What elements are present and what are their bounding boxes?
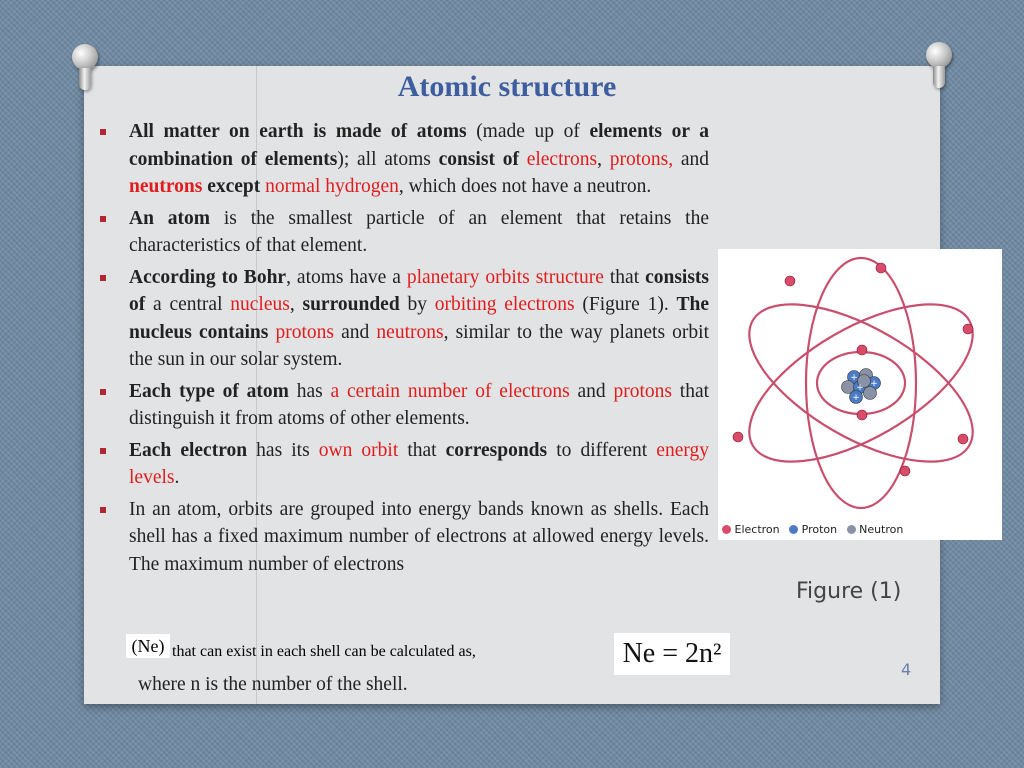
bullet-5-segment-4: that xyxy=(398,439,446,461)
bullet-item-4 xyxy=(97,378,709,433)
bullet-1-segment-11: and xyxy=(673,148,710,170)
bullet-5-segment-2: has its xyxy=(247,439,319,461)
bullet-5-segment-5: corresponds xyxy=(445,439,548,461)
bullet-3-segment-4: that xyxy=(603,266,646,288)
atom-figure xyxy=(718,249,1002,540)
bullet-3-segment-3: planetary orbits structure xyxy=(406,266,604,288)
bullet-1-segment-4: or a combination of elements xyxy=(129,121,710,170)
svg-text:+: + xyxy=(870,379,878,389)
bullet-1-segment-2: (made up of xyxy=(466,121,590,142)
bohr-atom-diagram xyxy=(718,249,1002,519)
figure-caption: Figure (1) xyxy=(796,579,902,604)
bullet-4-segment-4: and xyxy=(569,380,614,402)
bullet-1-segment-10: protons, xyxy=(609,148,674,170)
bullet-list xyxy=(97,118,709,582)
legend-electron-label: Electron xyxy=(734,523,780,536)
pushpin-right-icon xyxy=(926,42,952,68)
bullet-3-segment-9: surrounded xyxy=(302,294,400,315)
bullet-item-3 xyxy=(97,264,709,374)
bullet-3-segment-12: (Figure 1). xyxy=(574,294,677,315)
bullet-5-segment-3: own orbit xyxy=(318,439,399,461)
svg-text:+: + xyxy=(850,373,858,383)
bullet-3-segment-6: a central xyxy=(145,294,231,315)
bullet-4-segment-1: Each type of atom xyxy=(129,380,289,402)
bullet-item-6 xyxy=(97,496,709,579)
bullet-3-segment-2: , atoms have a xyxy=(286,266,407,288)
bullet-1-segment-12: neutrons xyxy=(129,176,203,197)
svg-text:+: + xyxy=(852,393,860,403)
bullet-3-segment-5: consists of xyxy=(129,266,710,315)
bullet-1-segment-8: electrons xyxy=(526,148,598,170)
page-number: 4 xyxy=(901,660,912,679)
bullet-5-segment-7: energy levels xyxy=(129,439,709,488)
bullet-1-segment-1: All matter on earth is made of atoms xyxy=(129,121,467,142)
bullet-1-segment-7 xyxy=(519,149,527,170)
bullet-3-segment-10: by xyxy=(399,294,435,315)
bullet-5-segment-1: Each electron xyxy=(129,439,248,461)
bullet-1-segment-9: , xyxy=(597,148,610,170)
neutron-legend-icon xyxy=(847,525,856,534)
bullet-item-1 xyxy=(97,118,709,201)
slide-title: Atomic structure xyxy=(397,70,617,103)
proton-legend-icon xyxy=(789,525,798,534)
bullet-3-segment-8: , xyxy=(289,294,303,315)
bullet-3-segment-7: nucleus xyxy=(230,294,290,315)
bullet-3-segment-15: protons xyxy=(275,321,334,343)
bullet-item-5 xyxy=(97,437,709,492)
bullet-item-2 xyxy=(97,205,709,260)
formula-lead-text: that can exist in each shell can be calculated as, xyxy=(172,643,476,660)
bullet-3-segment-17: neutrons xyxy=(376,321,444,343)
legend-proton-label: Proton xyxy=(801,523,838,536)
bullet-5-segment-6: to different xyxy=(547,439,657,461)
bullet-3-segment-16: and xyxy=(333,321,377,343)
ne-symbol: (Ne) xyxy=(126,634,170,658)
bullet-3-segment-18: , similar to the way planets orbit the sun in our solar system. xyxy=(129,321,709,370)
bullet-1-segment-3: elements xyxy=(589,121,663,142)
bullet-3-segment-13: The nucleus contains xyxy=(129,294,709,343)
bullet-1-segment-6: consist of xyxy=(438,148,519,170)
bullet-4-segment-6: that distinguish it from atoms of other elements. xyxy=(129,380,710,429)
bullet-1-segment-14: except xyxy=(207,176,261,197)
bullet-4-segment-3: a certain number of electrons xyxy=(330,380,570,402)
bullet-4-segment-5: protons xyxy=(613,380,672,402)
bullet-5-segment-8: . xyxy=(174,467,180,488)
bullet-3-segment-11: orbiting electrons xyxy=(434,294,575,315)
bullet-1-segment-16: normal hydrogen xyxy=(265,176,399,197)
bullet-1-segment-17: , which does not have a neutron. xyxy=(398,176,652,197)
svg-text:+: + xyxy=(856,383,864,393)
bullet-1-segment-5: ); all atoms xyxy=(337,148,439,170)
bullet-2-segment-2: is the smallest particle of an element that retains the characteristics of that element. xyxy=(129,207,710,256)
formula-equation: Ne = 2n² xyxy=(614,633,730,675)
bullet-3-segment-1: According to Bohr xyxy=(129,266,287,288)
pushpin-left-icon xyxy=(72,44,98,70)
electron-legend-icon xyxy=(722,525,731,534)
bullet-4-segment-2: has xyxy=(288,380,331,402)
figure-legend xyxy=(718,523,1002,536)
bullet-2-segment-1: An atom xyxy=(129,207,211,229)
shell-definition-text: where n is the number of the shell. xyxy=(138,674,408,695)
legend-neutron-label: Neutron xyxy=(859,523,904,536)
bullet-6-segment-1: In an atom, orbits are grouped into energy bands known as shells. Each shell has a fixed maximum number of electrons at allowed energy levels. The maximum number of electrons xyxy=(129,498,709,575)
